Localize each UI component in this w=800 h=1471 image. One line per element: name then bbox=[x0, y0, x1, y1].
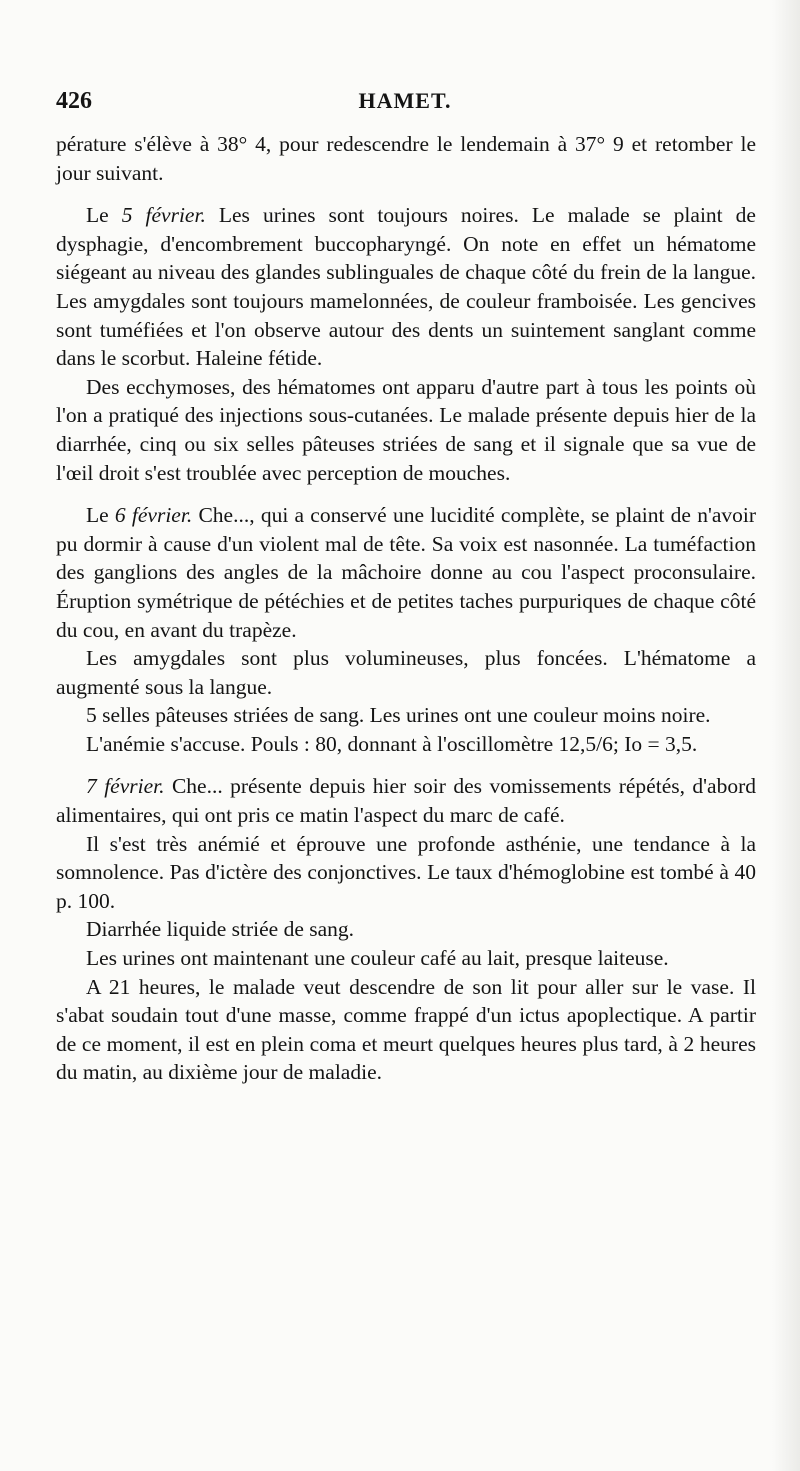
paragraph-continuation bbox=[56, 130, 756, 187]
paragraph-text: Les amygdales sont plus volumineuses, plus foncées. L'hématome a augmenté sous la langue. bbox=[56, 646, 756, 699]
paragraph-text: Diarrhée liquide striée de sang. bbox=[86, 917, 355, 942]
paragraph-urines bbox=[56, 944, 756, 973]
paragraph-ecchymoses bbox=[56, 373, 756, 487]
paragraph-text: Les urines sont toujours noires. Le malade se plaint de dysphagie, d'encombrement buccopharyngé. On note en effet un hématome siégeant au niveau des glandes sublinguales de chaque côté du frein de la langue. Les amygdales sont toujours mamelonnées, de couleur framboisée. Les gencives sont tuméfiées et l'on observe autour des dents un suintement sanglant comme dans le scorbut. Haleine fétide. bbox=[56, 203, 756, 371]
page-header bbox=[56, 82, 754, 122]
paragraph-text: Il s'est très anémié et éprouve une profonde asthénie, une tendance à la somnolence. Pas d'ictère des conjonctives. Le taux d'hémoglobine est tombé à 40 p. 100. bbox=[56, 831, 756, 913]
date-label: 5 février. bbox=[121, 203, 206, 228]
body-text bbox=[56, 130, 756, 1087]
paragraph-5-fevrier bbox=[56, 201, 756, 373]
date-lead: Le bbox=[86, 503, 115, 528]
page-number: 426 bbox=[56, 88, 92, 114]
paragraph-6-fevrier bbox=[56, 501, 756, 644]
paragraph-21-heures bbox=[56, 973, 756, 1087]
paragraph-text: A 21 heures, le malade veut descendre de son lit pour aller sur le vase. Il s'abat soudain tout d'une masse, comme frappé d'un ictus apoplectique. A partir de ce moment, il est en plein coma et meurt quelques heures plus tard, à 2 heures du matin, au dixième jour de maladie. bbox=[56, 974, 756, 1085]
paragraph-text: Che... présente depuis hier soir des vomissements répétés, d'abord alimentaires, qui ont pris ce matin l'aspect du marc de café. bbox=[56, 774, 756, 828]
paragraph-diarrhee bbox=[56, 915, 756, 944]
paragraph-anemie bbox=[56, 730, 756, 759]
page-edge-shading bbox=[772, 0, 800, 1471]
paragraph-7-fevrier bbox=[56, 772, 756, 829]
paragraph-selles bbox=[56, 701, 756, 730]
paragraph-amygdales bbox=[56, 644, 756, 701]
paragraph-text: 5 selles pâteuses striées de sang. Les urines ont une couleur moins noire. bbox=[86, 703, 711, 728]
paragraph-text: L'anémie s'accuse. Pouls : 80, donnant à l'oscillomètre 12,5/6; Io = 3,5. bbox=[86, 731, 698, 756]
date-label: 6 février. bbox=[114, 503, 193, 528]
paragraph-text: Che..., qui a conservé une lucidité complète, se plaint de n'avoir pu dormir à cause d'un violent mal de tête. Sa voix est nasonnée. La tuméfaction des ganglions des angles de la mâchoire donne au cou l'aspect proconsulaire. Éruption symétrique de pétéchies et de petites taches purpuriques de chaque côté du cou, en avant du trapèze. bbox=[56, 503, 756, 642]
date-label: 7 février. bbox=[86, 774, 165, 799]
paragraph-asthenie bbox=[56, 830, 756, 916]
paragraph-text: Des ecchymoses, des hématomes ont apparu d'autre part à tous les points où l'on a pratiqué des injections sous-cutanées. Le malade présente depuis hier de la diarrhée, cinq ou six selles pâteuses striées de sang et il signale que sa vue de l'œil droit s'est troublée avec perception de mouches. bbox=[56, 374, 756, 485]
running-title: HAMET. bbox=[358, 88, 452, 113]
paragraph-text: Les urines ont maintenant une couleur café au lait, presque laiteuse. bbox=[86, 946, 669, 971]
paragraph-text: pérature s'élève à 38° 4, pour redescendre le lendemain à 37° 9 et retomber le jour suivant. bbox=[56, 132, 756, 185]
date-lead: Le bbox=[86, 203, 122, 228]
